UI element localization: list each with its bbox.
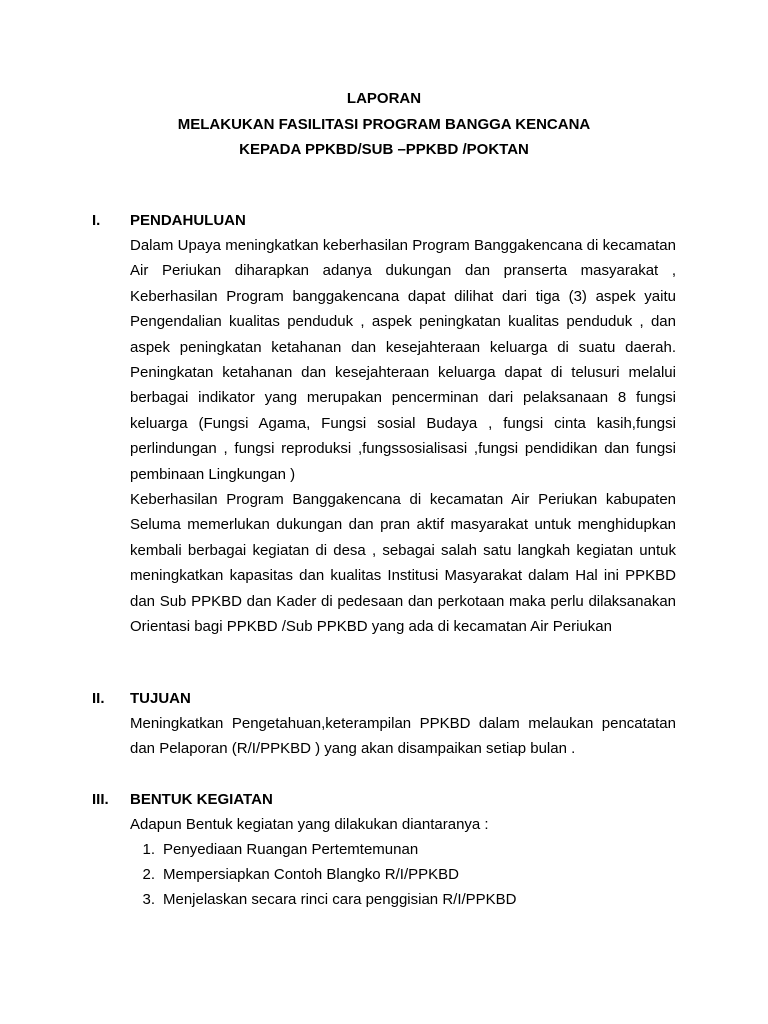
list-item	[130, 862, 676, 887]
title-line-1: LAPORAN	[346, 90, 422, 107]
list-item-text: Mempersiapkan Contoh Blangko R/I/PPKBD	[163, 866, 459, 884]
document-title	[0, 86, 768, 163]
section-heading	[92, 686, 676, 711]
list-item-number: 2.	[142, 866, 155, 884]
list-item-number: 3.	[142, 891, 155, 909]
list-item	[130, 837, 676, 862]
title-line-3: KEPADA PPKBD/SUB –PPKBD /POKTAN	[239, 141, 529, 158]
section-bentuk-kegiatan	[92, 787, 676, 912]
section-heading	[92, 208, 676, 233]
paragraph: Dalam Upaya meningkatkan keberhasilan Program Banggakencana di kecamatan Air Periukan diharapkan adanya dukungan dan pranserta masyarakat , Keberhasilan Program banggakencana dapat dilihat dari tiga (3) aspek yaitu Pengendalian kualitas penduduk , aspek peningkatan kualitas penduduk , dan aspek peningkatan ketahanan dan kesejahteraan keluarga di suatu daerah. Peningkatan ketahanan dan kesejahteraan keluarga dapat di telusuri melalui berbagai indikator yang merupakan pencerminan dari pelaksanaan 8 fungsi keluarga (Fungsi Agama, Fungsi sosial Budaya , fungsi cinta kasih,fungsi perlindungan , fungsi reproduksi ,fungssosialisasi ,fungsi pendidikan dan fungsi pembinaan Lingkungan )	[130, 237, 676, 483]
section-number: II.	[92, 690, 105, 707]
section-title: PENDAHULUAN	[130, 212, 246, 229]
section-tujuan	[92, 686, 676, 762]
list-item	[130, 887, 676, 912]
section-body	[130, 233, 676, 640]
section-pendahuluan	[92, 208, 676, 640]
list-item-text: Menjelaskan secara rinci cara penggisian R/I/PPKBD	[163, 891, 517, 909]
section-heading	[92, 787, 676, 812]
section-number: III.	[92, 791, 109, 808]
paragraph: Meningkatkan Pengetahuan,keterampilan PPKBD dalam melaukan pencatatan dan Pelaporan (R/I/PPKBD ) yang akan disampaikan setiap bulan .	[130, 715, 676, 758]
activity-list	[130, 837, 676, 912]
section-title: TUJUAN	[130, 690, 191, 707]
list-item-number: 1.	[142, 841, 155, 859]
title-line-2: MELAKUKAN FASILITASI PROGRAM BANGGA KENCANA	[177, 115, 591, 133]
paragraph: Keberhasilan Program Banggakencana di kecamatan Air Periukan kabupaten Seluma memerlukan dukungan dan pran aktif masyarakat untuk menghidupkan kembali berbagai kegiatan di desa , sebagai salah satu langkah kegiatan untuk meningkatkan kapasitas dan kualitas Institusi Masyarakat dalam Hal ini PPKBD dan Sub PPKBD dan Kader di pedesaan dan perkotaan maka perlu dilaksanakan Orientasi bagi PPKBD /Sub PPKBD yang ada di kecamatan Air Periukan	[130, 491, 676, 636]
list-intro: Adapun Bentuk kegiatan yang dilakukan diantaranya :	[130, 816, 489, 833]
section-body	[130, 812, 676, 912]
list-item-text: Penyediaan Ruangan Pertemtemunan	[163, 841, 419, 859]
section-title: BENTUK KEGIATAN	[130, 791, 273, 808]
section-number: I.	[92, 212, 101, 229]
section-body	[130, 711, 676, 762]
